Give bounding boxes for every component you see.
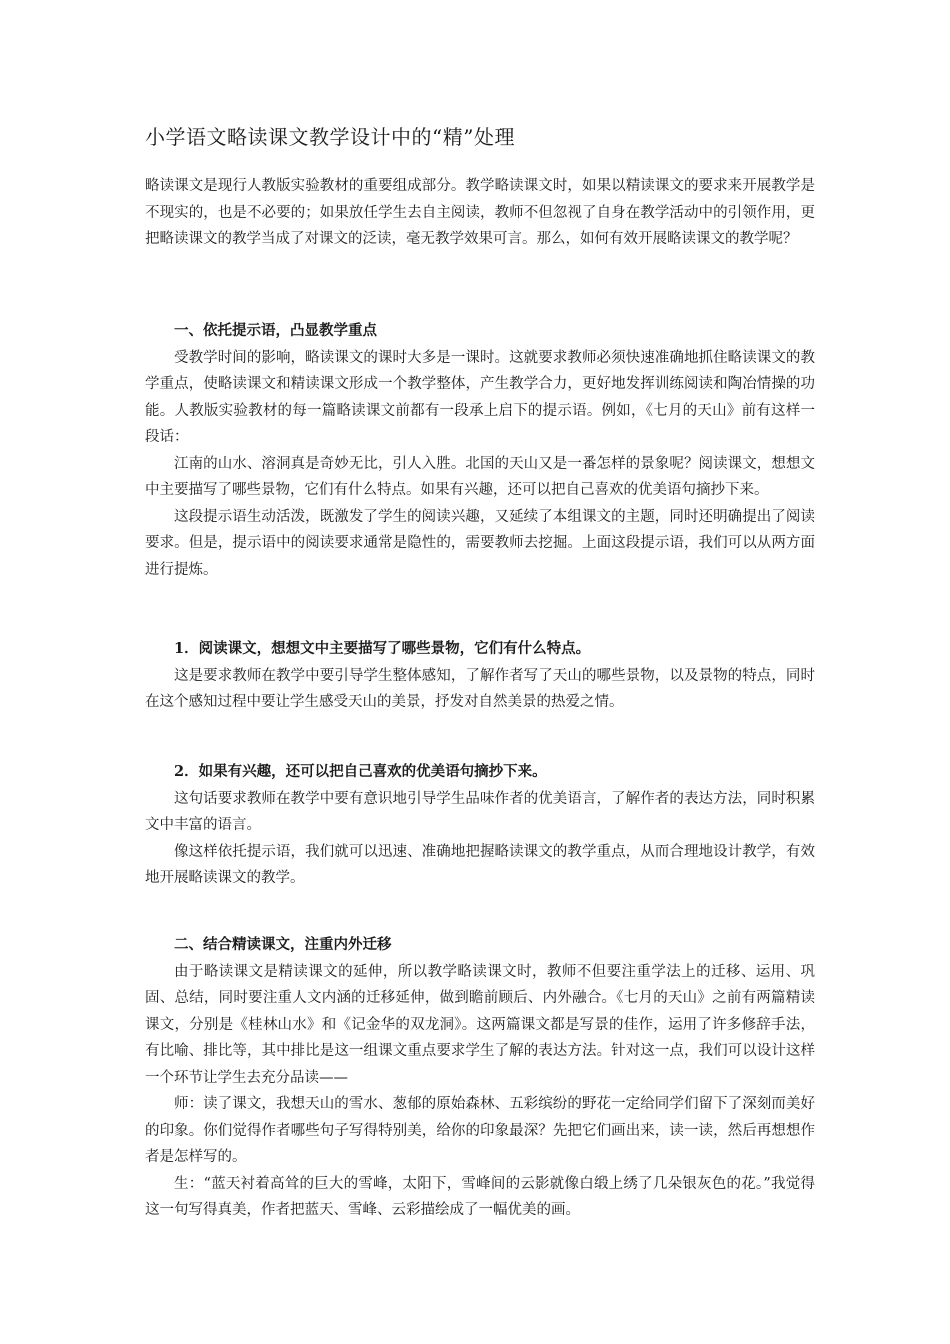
point-2-paragraph-1: 这句话要求教师在教学中要有意识地引导学生品味作者的优美语言，了解作者的表达方法，同时积累文中丰富的语言。 [145, 790, 815, 833]
document-title: 小学语文略读课文教学设计中的“精”处理 [145, 125, 515, 149]
intro-section [145, 173, 815, 253]
section-2-paragraph-1: 由于略读课文是精读课文的延伸，所以教学略读课文时，教师不但要注重学法上的迁移、运用、巩固、总结，同时要注重人文内涵的迁移延伸，做到瞻前顾后、内外融合。《七月的天山》之前有两篇精读课文，分别是《桂林山水》和《记金华的双龙洞》。这两篇课文都是写景的佳作，运用了许多修辞手法，有比喻、排比等，其中排比是这一组课文重点要求学生了解的表达方法。针对这一点，我们可以设计这样一个环节让学生去充分品读—— [145, 963, 815, 1086]
section-1-point-1 [145, 636, 815, 716]
section-2 [145, 932, 815, 1224]
section-1-heading: 一、依托提示语，凸显教学重点 [174, 322, 377, 339]
intro-paragraph: 略读课文是现行人教版实验教材的重要组成部分。教学略读课文时，如果以精读课文的要求来开展教学是不现实的，也是不必要的；如果放任学生去自主阅读，教师不但忽视了自身在教学活动中的引领作用，更把略读课文的教学当成了对课文的泛读，毫无教学效果可言。那么，如何有效开展略读课文的教学呢？ [145, 178, 815, 247]
section-1-paragraph-1: 受教学时间的影响，略读课文的课时大多是一课时。这就要求教师必须快速准确地抓住略读课文的教学重点，使略读课文和精读课文形成一个教学整体，产生教学合力，更好地发挥训练阅读和陶冶情操的功能。人教版实验教材的每一篇略读课文前都有一段承上启下的提示语。例如，《七月的天山》前有这样一段话： [145, 349, 815, 445]
section-1-point-2 [145, 759, 815, 892]
section-1-quote-paragraph: 江南的山水、溶洞真是奇妙无比，引人入胜。北国的天山又是一番怎样的景象呢？阅读课文，想想文中主要描写了哪些景物，它们有什么特点。如果有兴趣，还可以把自己喜欢的优美语句摘抄下来。 [145, 455, 815, 498]
point-2-paragraph-2: 像这样依托提示语，我们就可以迅速、准确地把握略读课文的教学重点，从而合理地设计教学，有效地开展略读课文的教学。 [145, 843, 815, 886]
point-2-heading: 2．如果有兴趣，还可以把自己喜欢的优美语句摘抄下来。 [174, 763, 547, 780]
section-1-paragraph-3: 这段提示语生动活泼，既激发了学生的阅读兴趣，又延续了本组课文的主题，同时还明确提出了阅读要求。但是，提示语中的阅读要求通常是隐性的，需要教师去挖掘。上面这段提示语，我们可以从两方面进行提炼。 [145, 508, 815, 578]
section-2-student-paragraph: 生：“蓝天衬着高耸的巨大的雪峰，太阳下，雪峰间的云影就像白缎上绣了几朵银灰色的花。”我觉得这一句写得真美，作者把蓝天、雪峰、云彩描绘成了一幅优美的画。 [145, 1175, 815, 1218]
point-1-paragraph: 这是要求教师在教学中要引导学生整体感知，了解作者写了天山的哪些景物，以及景物的特点，同时在这个感知过程中要让学生感受天山的美景，抒发对自然美景的热爱之情。 [145, 667, 815, 710]
section-2-heading: 二、结合精读课文，注重内外迁移 [174, 936, 392, 953]
section-1 [145, 318, 815, 583]
section-2-teacher-paragraph: 师：读了课文，我想天山的雪水、葱郁的原始森林、五彩缤纷的野花一定给同学们留下了深刻而美好的印象。你们觉得作者哪些句子写得特别美，给你的印象最深？先把它们画出来，读一读，然后再想想作者是怎样写的。 [145, 1096, 815, 1165]
point-1-heading: 1．阅读课文，想想文中主要描写了哪些景物，它们有什么特点。 [174, 640, 591, 657]
